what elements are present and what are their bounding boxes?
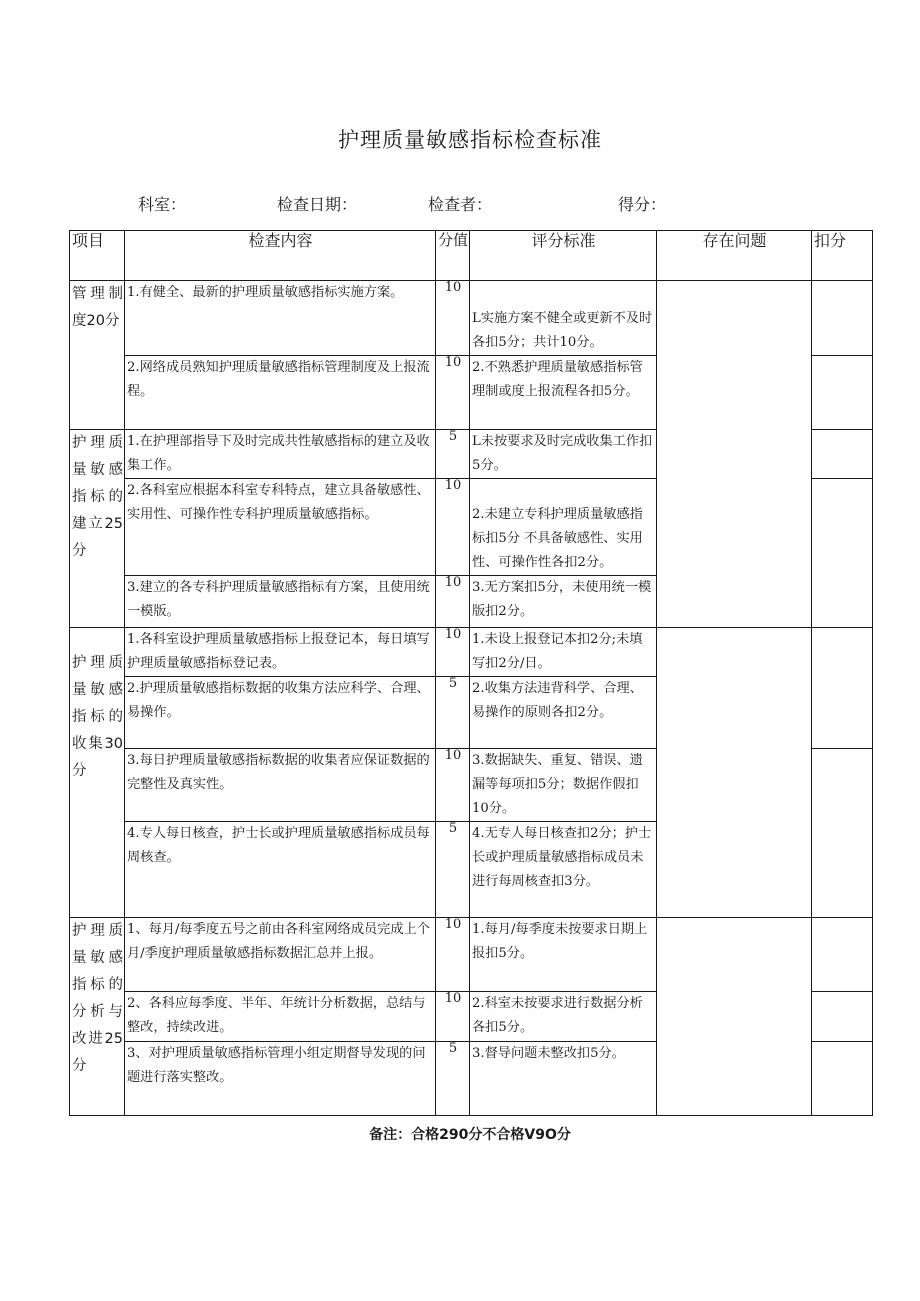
content-cell: 2.各科室应根据本科室专科特点，建立具备敏感性、实用性、可操作性专科护理质量敏感指标。 [125, 479, 436, 576]
points-cell: 5 [436, 822, 470, 918]
criteria-cell: 2.收集方法违背科学、合理、易操作的原则各扣2分。 [470, 677, 657, 749]
category-cell: 护理质量敏感指标的收集30分 [70, 628, 125, 918]
deduct-cell [812, 430, 873, 479]
points-cell: 5 [436, 677, 470, 749]
deduct-cell [812, 356, 873, 430]
content-cell: 2.护理质量敏感指标数据的收集方法应科学、合理、易操作。 [125, 677, 436, 749]
criteria-cell: 3.无方案扣5分，未使用统一模版扣2分。 [470, 576, 657, 628]
table-row [70, 918, 873, 992]
criteria-cell: 1.未设上报登记本扣2分;未填写扣2分/日。 [470, 628, 657, 677]
criteria-cell: L未按要求及时完成收集工作扣5分。 [470, 430, 657, 479]
points-cell: 10 [436, 992, 470, 1042]
header-row [70, 231, 873, 281]
criteria-cell: 2.未建立专科护理质量敏感指标扣5分 不具备敏感性、实用性、可操作性各扣2分。 [470, 479, 657, 576]
issues-cell [657, 628, 812, 918]
dept-label: 科室： [138, 195, 187, 214]
category-cell: 护理质量敏感指标的分析与改进25分 [70, 918, 125, 1116]
deduct-cell [812, 628, 873, 749]
header-points: 分值 [436, 231, 470, 281]
criteria-cell: 3.督导问题未整改扣5分。 [470, 1042, 657, 1116]
points-cell: 10 [436, 479, 470, 576]
deduct-cell [812, 1042, 873, 1116]
points-cell: 5 [436, 1042, 470, 1116]
deduct-cell [812, 992, 873, 1042]
criteria-cell: 1.每月/每季度未按要求日期上报扣5分。 [470, 918, 657, 992]
points-cell: 10 [436, 918, 470, 992]
page-title: 护理质量敏感指标检查标准 [338, 128, 602, 152]
header-deduct: 扣分 [812, 231, 873, 281]
points-cell: 10 [436, 628, 470, 677]
date-label: 检查日期： [277, 195, 358, 214]
issues-cell [657, 281, 812, 628]
inspection-table [69, 230, 873, 1116]
points-cell: 10 [436, 281, 470, 356]
content-cell: 1、每月/每季度五号之前由各科室网络成员完成上个月/季度护理质量敏感指标数据汇总并上报。 [125, 918, 436, 992]
header-content: 检查内容 [125, 231, 436, 281]
points-cell: 10 [436, 749, 470, 822]
inspector-label: 检查者： [428, 195, 493, 214]
content-cell: 1.在护理部指导下及时完成共性敏感指标的建立及收集工作。 [125, 430, 436, 479]
content-cell: 3、对护理质量敏感指标管理小组定期督导发现的问题进行落实整改。 [125, 1042, 436, 1116]
table-row [70, 281, 873, 356]
header-item: 项目 [70, 231, 125, 281]
points-cell: 10 [436, 576, 470, 628]
content-cell: 1.有健全、最新的护理质量敏感指标实施方案。 [125, 281, 436, 356]
table-row [70, 628, 873, 677]
score-label: 得分： [618, 195, 667, 214]
header-issues: 存在问题 [657, 231, 812, 281]
deduct-cell [812, 281, 873, 356]
content-cell: 2.网络成员熟知护理质量敏感指标管理制度及上报流程。 [125, 356, 436, 430]
deduct-cell [812, 479, 873, 628]
content-cell: 4.专人每日核查，护士长或护理质量敏感指标成员每周核查。 [125, 822, 436, 918]
deduct-cell [812, 749, 873, 918]
footer-note: 备注：合格290分不合格V9O分 [369, 1127, 571, 1143]
category-cell: 护理质量敏感指标的建立25分 [70, 430, 125, 628]
criteria-cell: 2.不熟悉护理质量敏感指标管理制或度上报流程各扣5分。 [470, 356, 657, 430]
criteria-cell: 2.科室未按要求进行数据分析各扣5分。 [470, 992, 657, 1042]
deduct-cell [812, 918, 873, 992]
header-criteria: 评分标准 [470, 231, 657, 281]
criteria-cell: 3.数据缺失、重复、错误、遗漏等每项扣5分；数据作假扣10分。 [470, 749, 657, 822]
points-cell: 10 [436, 356, 470, 430]
criteria-cell: 4.无专人每日核查扣2分；护士长或护理质量敏感指标成员未进行每周核查扣3分。 [470, 822, 657, 918]
issues-cell [657, 918, 812, 1116]
content-cell: 2、各科应每季度、半年、年统计分析数据，总结与整改，持续改进。 [125, 992, 436, 1042]
content-cell: 1.各科室设护理质量敏感指标上报登记本，每日填写护理质量敏感指标登记表。 [125, 628, 436, 677]
content-cell: 3.每日护理质量敏感指标数据的收集者应保证数据的完整性及真实性。 [125, 749, 436, 822]
points-cell: 5 [436, 430, 470, 479]
category-cell: 管理制度20分 [70, 281, 125, 430]
content-cell: 3.建立的各专科护理质量敏感指标有方案，且使用统一模版。 [125, 576, 436, 628]
criteria-cell: L实施方案不健全或更新不及时各扣5分；共计10分。 [470, 281, 657, 356]
